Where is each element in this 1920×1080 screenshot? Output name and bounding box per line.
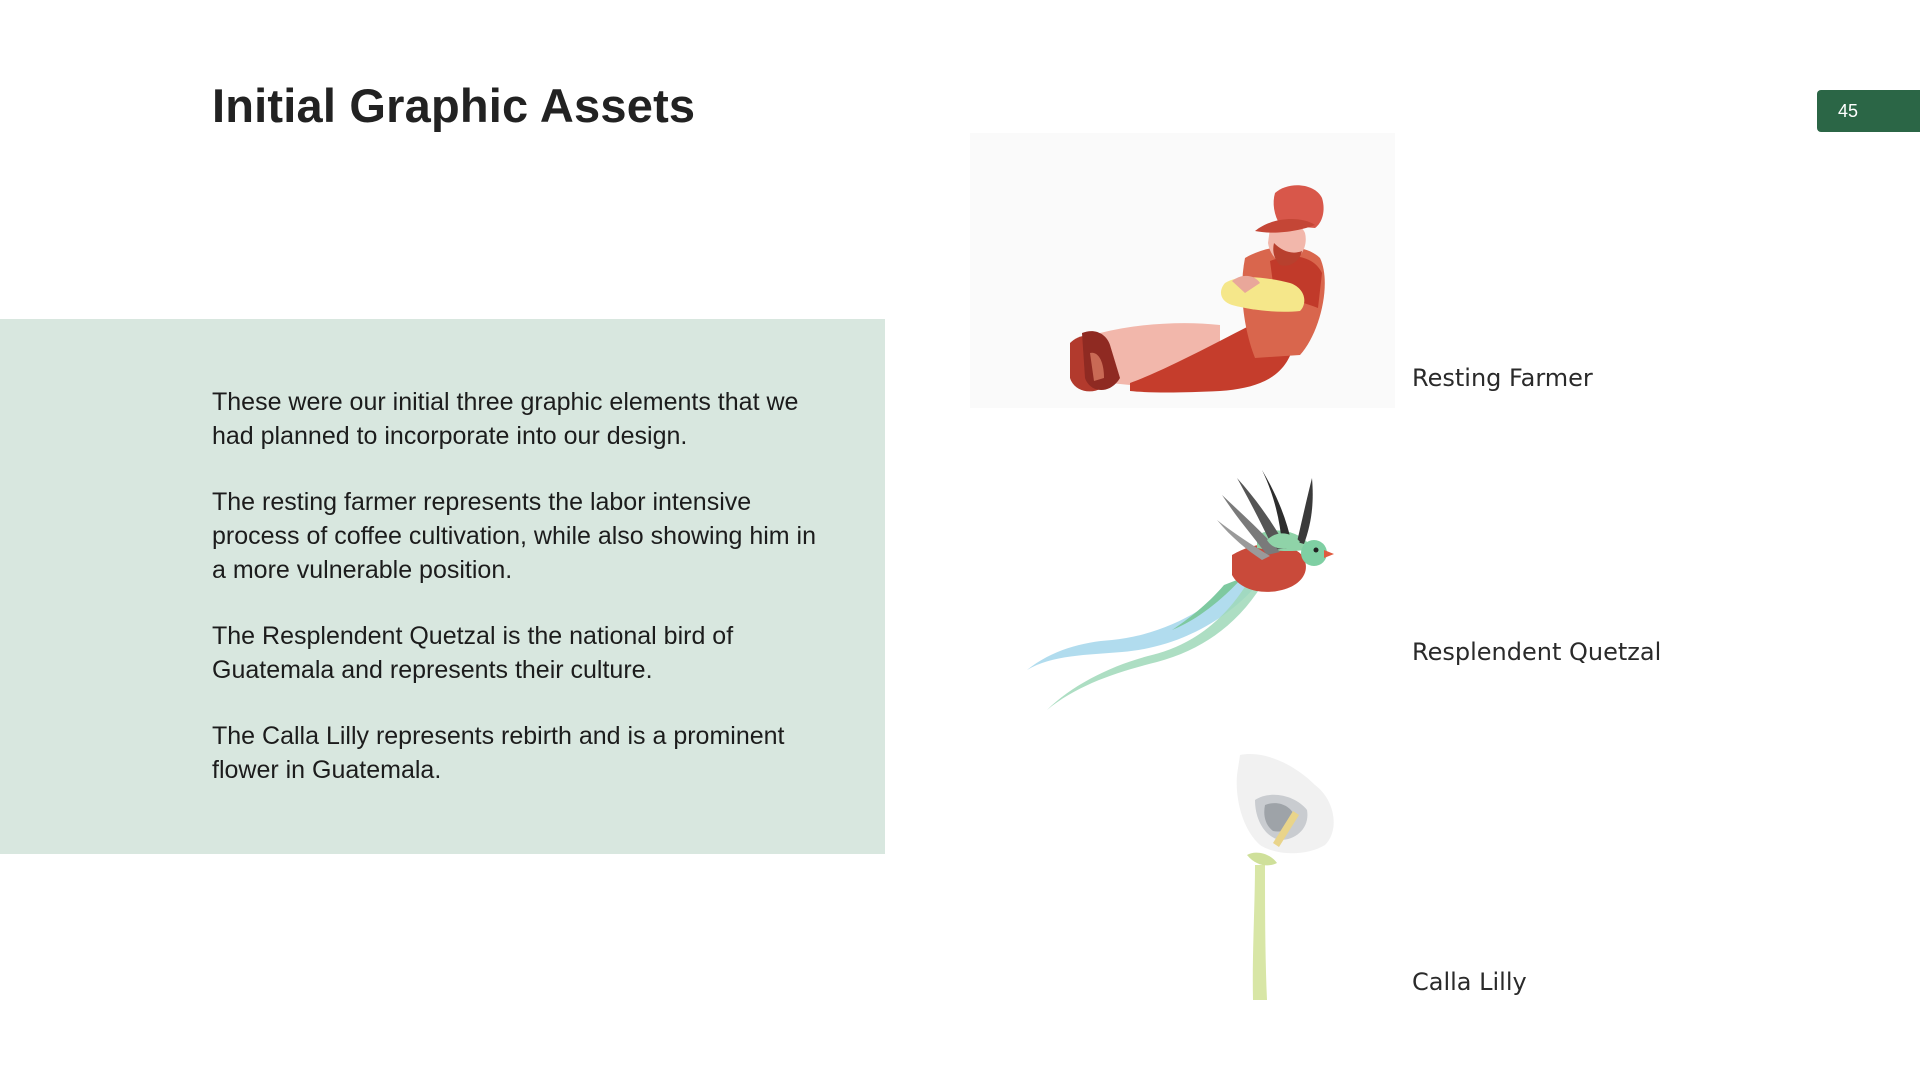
page-number-badge: 45 — [1817, 90, 1920, 132]
caption-resting-farmer: Resting Farmer — [1412, 364, 1593, 392]
paragraph-quetzal: The Resplendent Quetzal is the national bird of Guatemala and represents their culture. — [212, 622, 734, 684]
paragraph-farmer: The resting farmer represents the labor intensive process of coffee cultivation, while also showing him in a more vulnerable position. — [212, 488, 817, 584]
calla-lily-icon — [1225, 745, 1365, 1005]
paragraph-intro: These were our initial three graphic elements that we had planned to incorporate into our design. — [212, 388, 799, 450]
quetzal-illustration — [1012, 460, 1377, 720]
quetzal-bird-icon — [1012, 460, 1377, 720]
caption-resplendent-quetzal: Resplendent Quetzal — [1412, 638, 1662, 666]
resting-farmer-illustration — [970, 133, 1395, 408]
page-title: Initial Graphic Assets — [212, 79, 696, 132]
resting-farmer-icon — [970, 133, 1395, 408]
caption-calla-lilly: Calla Lilly — [1412, 968, 1527, 996]
calla-lily-illustration — [1225, 745, 1365, 1005]
body-text — [212, 385, 832, 819]
paragraph-calla-lilly: The Calla Lilly represents rebirth and is a prominent flower in Guatemala. — [212, 722, 785, 784]
